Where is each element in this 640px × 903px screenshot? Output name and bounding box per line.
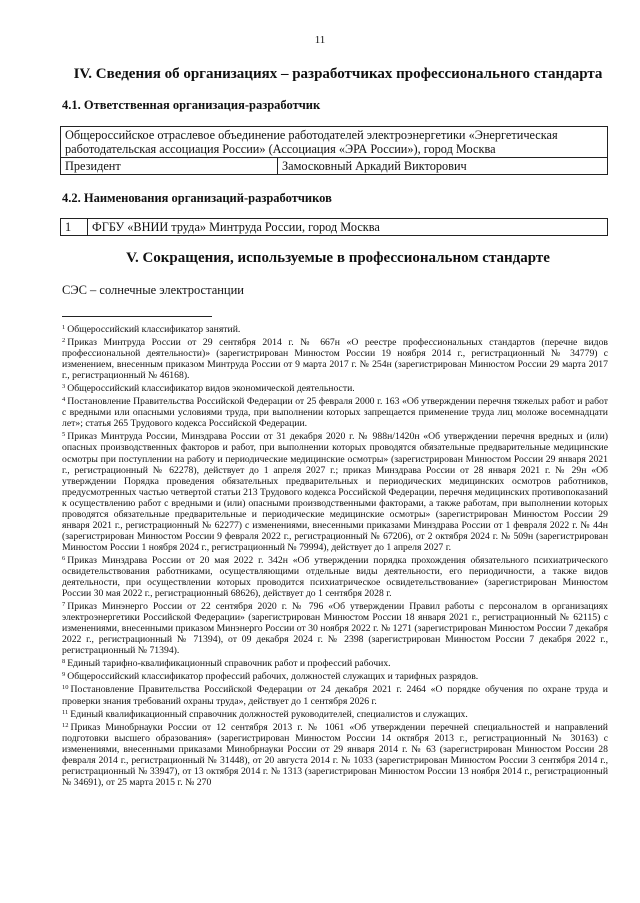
footnote: $^1$ Общероссийский классификатор занятий. [62,324,241,335]
responsible-org-table [60,126,608,175]
subsection-4-2-title: 4.2. Наименования организаций-разработчиков [62,191,332,205]
abbreviation-entry: СЭС – солнечные электростанции [62,283,245,297]
developers-table [60,218,608,236]
subsection-4-1-title: 4.1. Ответственная организация-разработчик [62,98,321,112]
page-number: 11 [314,34,326,46]
footnote: $^6$ Приказ Минздрава России от 20 мая 2022 г. 342н «Об утверждении порядка прохождения обязательного психиатрического освидетельствования работниками, осуществляющими отдельные виды деятельности, его периодичности, а также видов деятельности, при осуществлении которых проводится психиатрическое освидетельствование» (зарегистрирован Минюстом России 30 мая 2022 г., регистрационный 68626), действует до 1 сентября 2028 г. [62,554,608,600]
footnote: $^3$ Общероссийский классификатор видов экономической деятельности. [62,383,355,395]
footnote-separator [62,316,212,317]
section-5-title: V. Сокращения, используемые в профессиональном стандарте [126,250,550,266]
footnote: $^{12}$ Приказ Минобрнауки России от 12 сентября 2013 г. № 1061 «Об утверждении перечней специальностей и направлений подготовки высшего образования» (зарегистрирован Минюстом России 14 октября 2013 г., регистрационный № 30163) с изменениями, внесенными приказами Минобрнауки России от 29 января 2014 г. № 63 (зарегистрирован Минюстом России 28 февраля 2014 г., регистрационный № 31448), от 20 августа 2014 г. № 1033 (зарегистрирован Минюстом России 3 сентября 2014 г., регистрационный № 33947), от 13 октября 2014 г. № 1313 (зарегистрирован Минюстом России 13 ноября 2014 г., регистрационный № 34691), от 25 марта 2015 г. № 270 [62,721,608,788]
person-cell: Замосковный Аркадий Викторович [278,158,608,175]
table-row [61,158,608,175]
section-4-title: IV. Сведения об организациях – разработчиках профессионального стандарта [73,66,603,82]
footnotes [62,322,608,788]
footnote: $^5$ Приказ Минтруда России, Минздрава России от 31 декабря 2020 г. № 988н/1420н «Об утверждении перечня вредных и (или) опасных производственных факторов и работ, при выполнении которых проводятся обязательные предварительные медицинские осмотры при поступлении на работу и периодические медицинские осмотры» (зарегистрирован Минюстом России 29 января 2021 г., регистрационный № 62278), действует до 1 апреля 2027 г.; приказ Минздрава России от 28 января 2021 г. № 29н «Об утверждении Порядка проведения обязательных предварительных и периодических медицинских осмотров работников, предусмотренных частью четвертой статьи 213 Трудового кодекса Российской Федерации, перечня медицинских противопоказаний к осуществлению работ с вредными и (или) опасными производственными факторами, а также работам, при выполнении которых проводятся обязательные предварительные и периодические медицинские осмотры» (зарегистрирован Минюстом России 29 января 2021 г., регистрационный № 62277) с изменениями, внесенными приказами Минздрава России от 1 февраля 2022 г. № 44н (зарегистрирован Минюстом России 9 февраля 2022 г., регистрационный № 67206), от 2 октября 2024 г. № 509н (зарегистрирован Минюстом России 1 ноября 2024 г., регистрационный № 79994), действует до 1 апреля 2027 г. [62,431,608,553]
footnote: $^4$ Постановление Правительства Российской Федерации от 25 февраля 2000 г. 163 «Об утверждении перечня тяжелых работ и работ с вредными или опасными условиями труда, при выполнении которых запрещается применение труда лиц моложе восемнадцати лет»; статья 265 Трудового кодекса Российской Федерации. [62,396,608,430]
footnote: $^9$ Общероссийский классификатор профессий рабочих, должностей служащих и тарифных разрядов. [62,671,479,683]
footnote: $^8$ Единый тарифно-квалификационный справочник работ и профессий рабочих. [62,658,391,670]
developer-name-cell: ФГБУ «ВНИИ труда» Минтруда России, город Москва [88,219,608,236]
footnote: $^2$ Приказ Минтруда России от 29 сентября 2014 г. № 667н «О реестре профессиональных стандартов (перечне видов профессиональной деятельности)» (зарегистрирован Минюстом России 19 ноября 2014 г., регистрационный № 34779) с изменением, внесенным приказом Минтруда России от 9 марта 2017 г. № 254н (зарегистрирован Минюстом России 29 марта 2017 г., регистрационный № 46168). [62,337,608,382]
org-name-cell: Общероссийское отраслевое объединение работодателей электроэнергетики «Энергетическая работодательская ассоциация России» (Ассоциация «ЭРА России»), город Москва [61,127,608,158]
row-number-cell: 1 [61,219,88,236]
position-cell: Президент [61,158,278,175]
footnote: $^{11}$ Единый квалификационный справочник должностей руководителей, специалистов и служащих. [62,708,468,720]
table-row [61,219,608,236]
footnote: $^7$ Приказ Минэнерго России от 22 сентября 2020 г. № 796 «Об утверждении Правил работы с персоналом в организациях электроэнергетики Российской Федерации» (зарегистрирован Минюстом России 18 января 2021 г., регистрационный № 62115) с изменениями, внесенными приказом Минэнерго России от 30 ноября 2022 г. № 1271 (зарегистрирован Минюстом России 7 декабря 2022 г., регистрационный № 71394), от 09 декабря 2024 г. № 2398 (зарегистрирован Минюстом России 7 декабря 2022 г., регистрационный № 71394). [62,601,608,657]
table-row [61,127,608,158]
footnote: $^{10}$ Постановление Правительства Российской Федерации от 24 декабря 2021 г. 2464 «О порядке обучения по охране труда и проверки знания требований охраны труда», действует до 1 сентября 2026 г. [62,684,608,707]
